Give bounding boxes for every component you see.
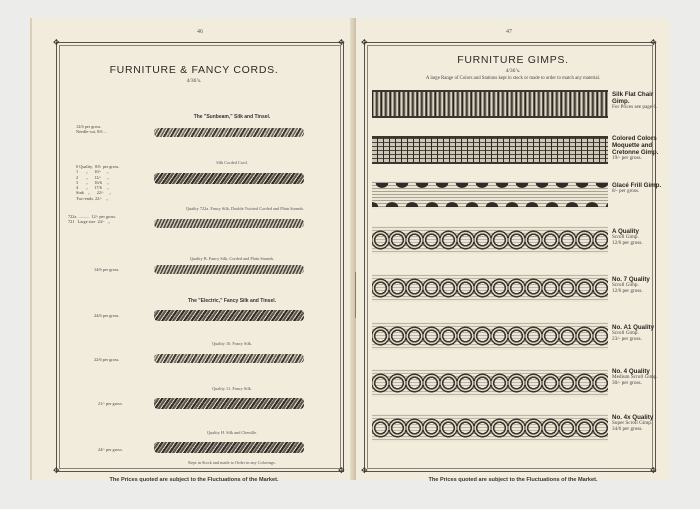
cord-caption: Silk Corded Cord. [216,160,248,165]
corner-ornament-icon: ✥ [338,38,345,47]
cord-caption: Quality 11. Fancy Silk. [212,386,252,391]
gimp-label: No. 4x Quality Super Scroll Gimp. 34/6 per gross. [612,414,654,432]
cord-sample [154,128,304,137]
page-intro: A large Range of Colors and Stations kept in stock or made to order to match any material. [425,76,601,81]
cord-price: 14/6 per gross. [94,267,120,272]
cord-price: 22/6 per gross. [94,357,120,362]
cord-price: 24/- per gross. [98,447,123,452]
cord-sample [154,442,304,453]
page-number: 46 [197,29,203,35]
gimp-sample [372,181,608,209]
corner-ornament-icon: ✥ [338,466,345,475]
page-footer: The Prices quoted are subject to the Fluctuations of the Market. [428,477,598,483]
cord-caption: Quality 10. Fancy Silk. [212,341,252,346]
page-footer: The Prices quoted are subject to the Fluctuations of the Market. [109,477,279,483]
cord-price: 0 Quality, 8/6 per gross. 1 ,, 10/- ,, 2 ,, 12/- ,, 3 ,, 16/6 ,, 4 ,, 17/6 ,, Sink ,, 22/- ,, Two-ends, 22/- ,, [76,164,120,201]
cord-caption: The "Sunbeam," Silk and Tinsel. [193,114,271,120]
corner-ornament-icon: ✥ [361,466,368,475]
cord-sample [154,219,304,228]
cord-caption: Quality H. Silk and Chenille. [206,430,258,435]
gimp-sample [372,274,608,302]
cord-sample [154,398,304,409]
gimp-sample [372,136,608,164]
cord-sample [154,173,304,184]
gimp-label: Colored Colors Moquette and Cretonne Gimp. 19/- per gross. [612,135,659,161]
page-subtitle: 4/36’s. [505,68,521,74]
page-title: FURNITURE GIMPS. [457,54,569,66]
right-page [356,18,670,483]
gimp-label: Glacé Frill Gimp. 8/- per gross. [612,182,662,194]
cord-sample [154,354,304,363]
page-title: FURNITURE & FANCY CORDS. [109,64,279,76]
corner-ornament-icon: ✥ [650,466,657,475]
corner-ornament-icon: ✥ [650,38,657,47]
cord-price: 24/6 per gross. [94,313,120,318]
cord-price: 722a .......... 12/- per gross. 721 Large size 24/- ,, [68,214,117,225]
gimp-sample [372,90,608,118]
cord-sample [154,265,304,274]
gimp-sample [372,414,608,442]
cord-caption: Quality 722a. Fancy Silk, Double Twisted Corded and Plain Strands. [185,206,305,211]
cord-caption: Quality B. Fancy Silk, Corded and Plain Strands. [189,256,275,261]
cord-price: 21/- per gross. [98,401,123,406]
corner-ornament-icon: ✥ [53,466,60,475]
gimp-label: No. A1 Quality Scroll Gimp. 23/- per gross. [612,324,655,342]
cord-sample [154,310,304,321]
open-catalogue [30,10,670,485]
cord-price: 12/6 per gross. Needle-cut, 8/6 ... [76,124,107,135]
gimp-label: A Quality Scroll Gimp. 12/6 per gross. [612,228,643,246]
gimp-label: Silk Flat Chair Gimp. For Prices see page 6. [612,91,658,110]
cord-caption: The "Electric," Fancy Silk and Tinsel. [187,298,276,304]
gimp-sample [372,322,608,350]
gimp-sample [372,369,608,397]
page-subtitle: 4/36’s. [186,78,202,84]
gimp-label: No. 4 Quality Medium Scroll Gimp. 30/- per gross. [612,368,658,386]
gimp-label: No. 7 Quality Scroll Gimp. 12/6 per gross. [612,276,650,294]
corner-ornament-icon: ✥ [53,38,60,47]
stock-note: Kept in Stock and made to Order in any Colorings. [188,460,276,465]
left-page [30,18,356,483]
page-number: 47 [506,29,512,35]
corner-ornament-icon: ✥ [361,38,368,47]
gimp-sample [372,226,608,254]
